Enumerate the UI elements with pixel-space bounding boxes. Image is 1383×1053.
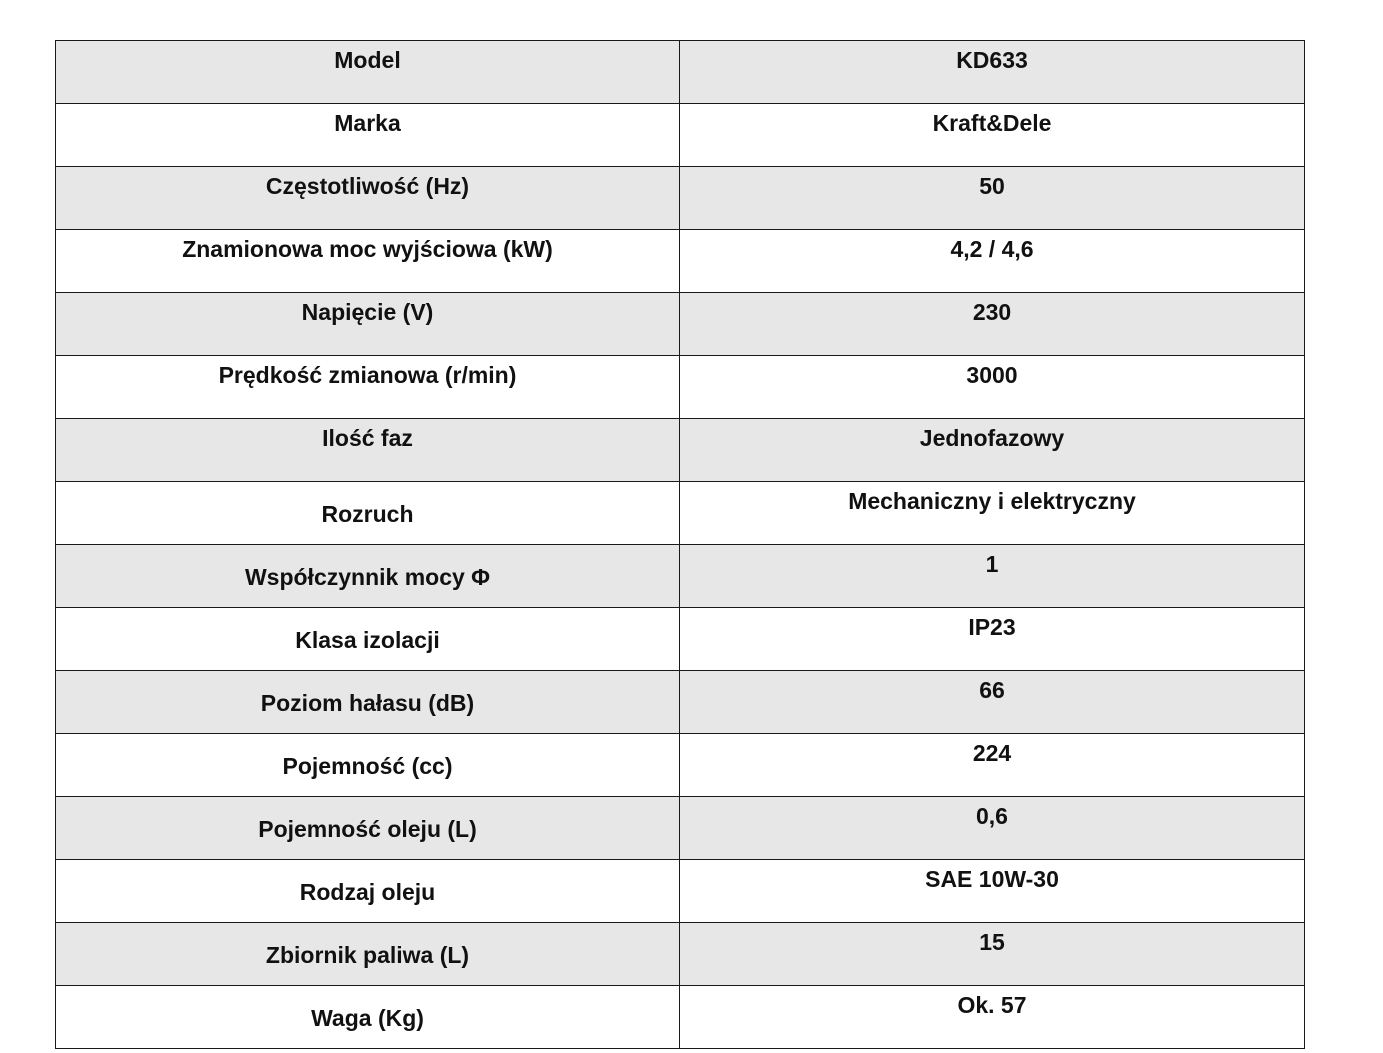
row-label: Rodzaj oleju [56, 860, 680, 923]
row-label: Znamionowa moc wyjściowa (kW) [56, 230, 680, 293]
row-label: Częstotliwość (Hz) [56, 167, 680, 230]
table-row [56, 293, 1305, 356]
row-value: 50 [680, 167, 1305, 230]
table-row [56, 923, 1305, 986]
row-value: 0,6 [680, 797, 1305, 860]
table-row [56, 356, 1305, 419]
row-label: Model [56, 41, 680, 104]
table-row [56, 482, 1305, 545]
table-row [56, 545, 1305, 608]
row-value: 1 [680, 545, 1305, 608]
table-row [56, 797, 1305, 860]
row-label: Współczynnik mocy Φ [56, 545, 680, 608]
row-label: Ilość faz [56, 419, 680, 482]
row-value: KD633 [680, 41, 1305, 104]
row-label: Pojemność oleju (L) [56, 797, 680, 860]
row-value: SAE 10W-30 [680, 860, 1305, 923]
table-row [56, 167, 1305, 230]
row-label: Prędkość zmianowa (r/min) [56, 356, 680, 419]
row-value: 66 [680, 671, 1305, 734]
row-value: 224 [680, 734, 1305, 797]
row-label: Napięcie (V) [56, 293, 680, 356]
table-row [56, 41, 1305, 104]
table-row [56, 608, 1305, 671]
row-value: Mechaniczny i elektryczny [680, 482, 1305, 545]
row-value: Kraft&Dele [680, 104, 1305, 167]
row-value: 3000 [680, 356, 1305, 419]
row-label: Waga (Kg) [56, 986, 680, 1049]
row-label: Rozruch [56, 482, 680, 545]
row-value: 230 [680, 293, 1305, 356]
table-row [56, 986, 1305, 1049]
table-row [56, 860, 1305, 923]
table-row [56, 671, 1305, 734]
row-label: Pojemność (cc) [56, 734, 680, 797]
row-value: 4,2 / 4,6 [680, 230, 1305, 293]
row-label: Poziom hałasu (dB) [56, 671, 680, 734]
row-label: Zbiornik paliwa (L) [56, 923, 680, 986]
table-row [56, 419, 1305, 482]
table-row [56, 230, 1305, 293]
row-value: Ok. 57 [680, 986, 1305, 1049]
row-label: Klasa izolacji [56, 608, 680, 671]
row-value: Jednofazowy [680, 419, 1305, 482]
row-value: 15 [680, 923, 1305, 986]
table-row [56, 734, 1305, 797]
row-value: IP23 [680, 608, 1305, 671]
row-label: Marka [56, 104, 680, 167]
table-row [56, 104, 1305, 167]
spec-table [55, 40, 1305, 1049]
